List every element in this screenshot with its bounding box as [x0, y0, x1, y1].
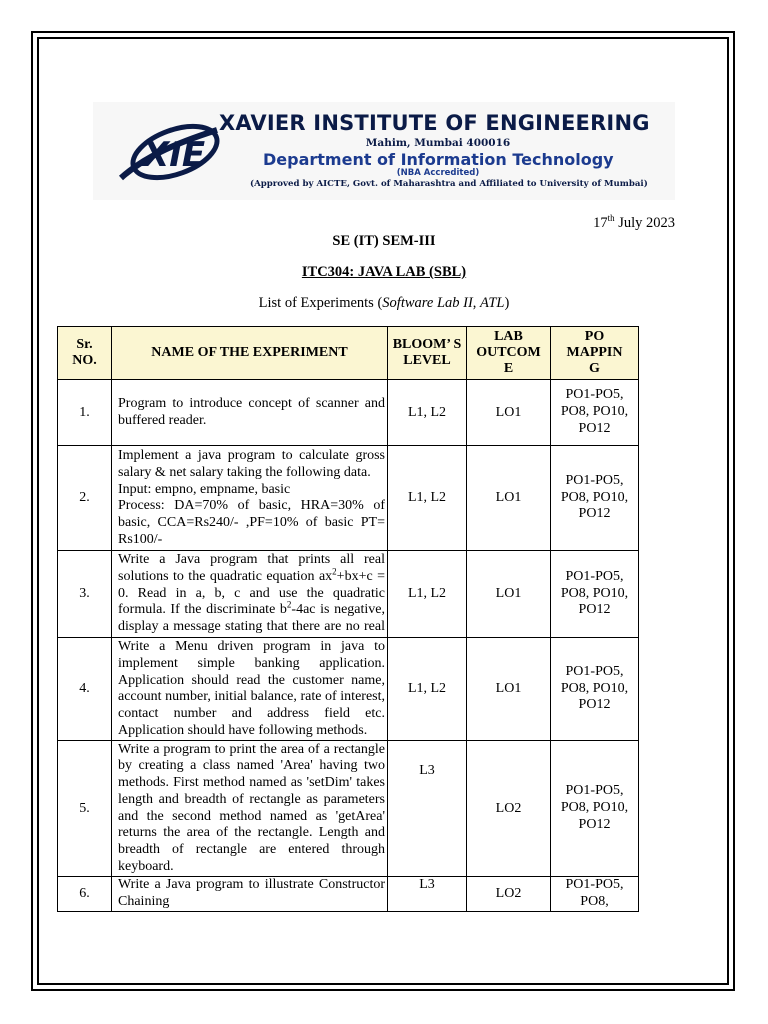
- experiments-table: [57, 326, 639, 912]
- row-experiment: Implement a java program to calculate gross salary & net salary taking the following data. Input: empno, empname, basic Process: DA=70% of basic, HRA=30% of basic, CCA=Rs240/- ,PF=10% of basic PT= Rs100/-: [112, 446, 388, 551]
- table-row: [58, 380, 639, 446]
- table-row: [58, 741, 639, 877]
- accreditation-note: (NBA Accredited): [396, 168, 480, 178]
- header-po-mapping: PO MAPPIN G: [551, 327, 639, 380]
- row-bloom: L1, L2: [388, 551, 467, 638]
- approval-note: (Approved by AICTE, Govt. of Maharashtra and Affiliated to University of Mumbai): [250, 179, 648, 189]
- header-experiment-name: NAME OF THE EXPERIMENT: [112, 327, 388, 380]
- row-lab-outcome: LO2: [467, 877, 551, 912]
- row-sr: 2.: [58, 446, 112, 551]
- department-name: Department of Information Technology: [263, 150, 614, 169]
- row-experiment: Program to introduce concept of scanner and buffered reader.: [112, 380, 388, 446]
- row-experiment: Write a Java program that prints all real solutions to the quadratic equation $ax^2+bx+c = 0$. Read in a, b, c and use the quadratic formula. If the discriminate $b^2-4ac$ is negative, display a message stating that there are no real: [112, 551, 388, 638]
- row-experiment: Write a Menu driven program in java to implement simple banking application. Application should read the customer name, account number, initial balance, rate of interest, contact number and address field etc. Application should have following methods.: [112, 638, 388, 741]
- list-title: List of Experiments (Software Lab II, ATL): [258, 295, 510, 311]
- institute-letterhead: [93, 102, 675, 200]
- row-sr: 4.: [58, 638, 112, 741]
- table-header-row: [58, 327, 639, 380]
- row-experiment: Write a Java program to illustrate Constructor Chaining: [112, 877, 388, 912]
- table-row: [58, 551, 639, 638]
- row-lab-outcome: LO1: [467, 551, 551, 638]
- table-row: [58, 638, 639, 741]
- row-lab-outcome: LO1: [467, 380, 551, 446]
- row-lab-outcome: LO1: [467, 638, 551, 741]
- row-po-mapping: PO1-PO5, PO8, PO10, PO12: [551, 638, 639, 741]
- row-lab-outcome: LO2: [467, 741, 551, 877]
- header-lab-outcome: LAB OUTCOM E: [467, 327, 551, 380]
- institute-address: Mahim, Mumbai 400016: [365, 137, 511, 149]
- institute-logo: [113, 118, 223, 190]
- row-bloom: L1, L2: [388, 446, 467, 551]
- row-bloom: L3: [388, 741, 467, 877]
- semester-title: SE (IT) SEM-III: [332, 233, 436, 249]
- row-bloom: L3: [388, 877, 467, 912]
- institute-name: XAVIER INSTITUTE OF ENGINEERING: [219, 111, 650, 135]
- row-sr: 6.: [58, 877, 112, 912]
- row-sr: 5.: [58, 741, 112, 877]
- row-experiment: Write a program to print the area of a rectangle by creating a class named 'Area' having two methods. First method named as 'setDim' takes length and breadth of rectangle as parameters and the second method named as 'getArea' returns the area of the rectangle. Length and breadth of rectangle are entered through keyboard.: [112, 741, 388, 877]
- row-po-mapping: PO1-PO5, PO8,: [551, 877, 639, 912]
- row-bloom: L1, L2: [388, 638, 467, 741]
- course-title: ITC304: JAVA LAB (SBL): [301, 264, 467, 280]
- row-po-mapping: PO1-PO5, PO8, PO10, PO12: [551, 446, 639, 551]
- row-lab-outcome: LO1: [467, 446, 551, 551]
- row-po-mapping: PO1-PO5, PO8, PO10, PO12: [551, 551, 639, 638]
- row-bloom: L1, L2: [388, 380, 467, 446]
- row-sr: 3.: [58, 551, 112, 638]
- table-row: [58, 877, 639, 912]
- table-row: [58, 446, 639, 551]
- header-blooms-level: BLOOM’ S LEVEL: [388, 327, 467, 380]
- row-po-mapping: PO1-PO5, PO8, PO10, PO12: [551, 380, 639, 446]
- document-date: 17th July 2023: [593, 213, 675, 231]
- logo-lettering: XIE: [143, 135, 206, 175]
- row-po-mapping: PO1-PO5, PO8, PO10, PO12: [551, 741, 639, 877]
- header-sr-no: Sr. NO.: [58, 327, 112, 380]
- row-sr: 1.: [58, 380, 112, 446]
